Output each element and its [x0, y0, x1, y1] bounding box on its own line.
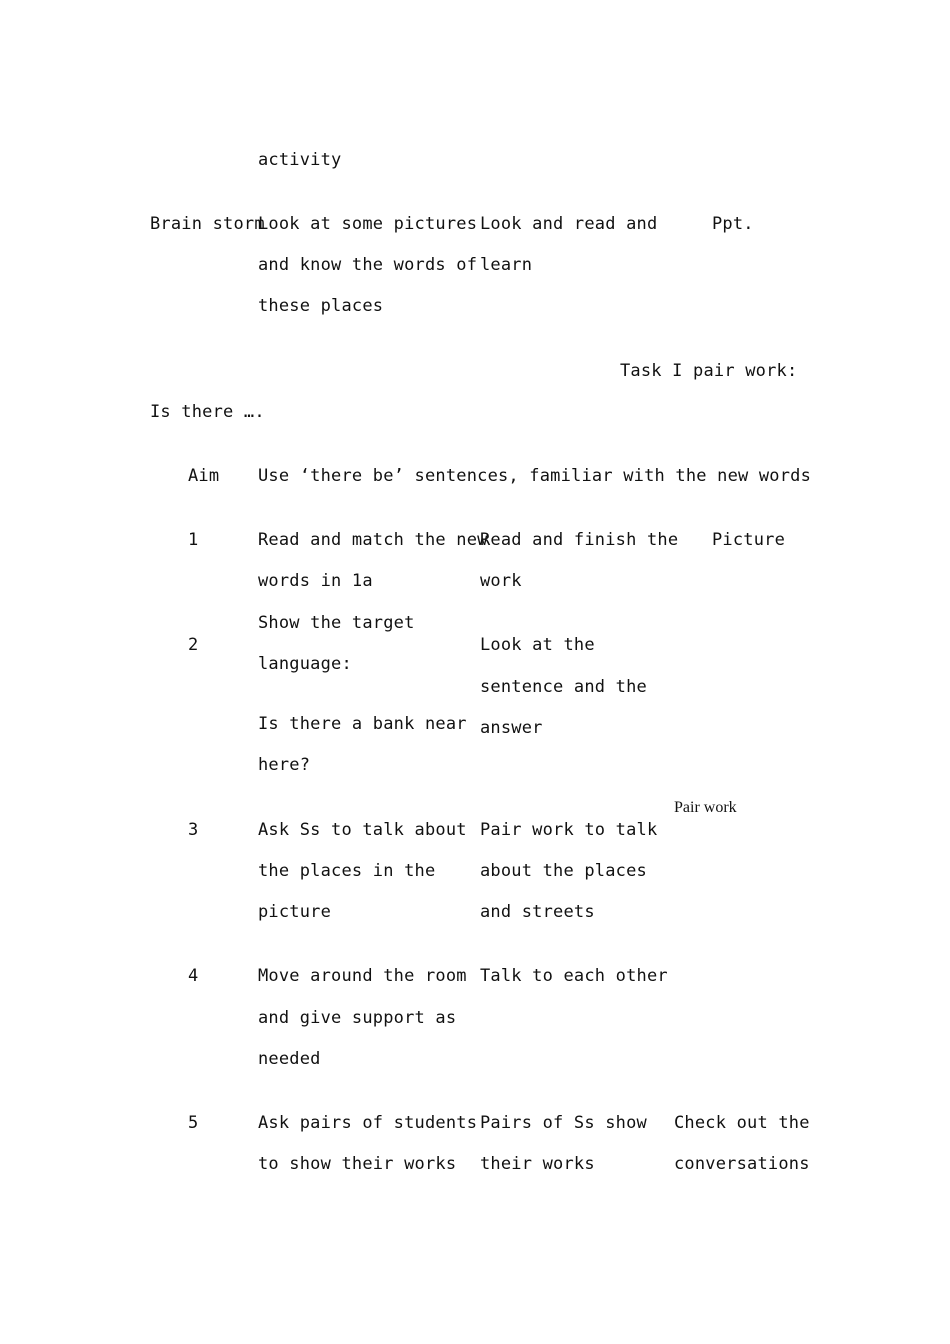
aim-label: Aim	[188, 466, 220, 486]
step-5-teacher-line-1: Ask pairs of students	[258, 1113, 478, 1133]
step-2-teacher-line-3: Is there a bank near	[258, 714, 467, 734]
step-5-aid-line-2: conversations	[674, 1154, 810, 1174]
step-1-student-line-2: work	[480, 571, 522, 591]
brainstorm-teacher-line-2: and know the words of	[258, 255, 478, 275]
step-2-teacher-line-4: here?	[258, 755, 311, 775]
step-5-student-line-1: Pairs of Ss show	[480, 1113, 647, 1133]
step-5-teacher-line-2: to show their works	[258, 1154, 457, 1174]
step-1-student-line-1: Read and finish the	[480, 530, 679, 550]
brainstorm-aid: Ppt.	[712, 214, 754, 234]
step-1-aid: Picture	[712, 530, 786, 550]
brainstorm-student-line-2: learn	[480, 255, 533, 275]
step-2-number: 2	[188, 635, 199, 655]
step-2-teacher-line-1: Show the target	[258, 613, 415, 633]
brainstorm-teacher-line-3: these places	[258, 296, 384, 316]
step-3-student-line-2: about the places	[480, 861, 647, 881]
step-1-teacher-line-1: Read and match the new	[258, 530, 488, 550]
brainstorm-teacher-line-1: Look at some pictures	[258, 214, 478, 234]
task-subtitle: Is there ….	[150, 402, 265, 422]
step-4-number: 4	[188, 966, 199, 986]
step-3-teacher-line-3: picture	[258, 902, 332, 922]
step-3-student-line-3: and streets	[480, 902, 595, 922]
step-2-student-line-2: sentence and the	[480, 677, 647, 697]
step-3-aid: Pair work	[674, 799, 737, 816]
task-title: Task I pair work:	[620, 361, 798, 381]
step-3-teacher-line-1: Ask Ss to talk about	[258, 820, 467, 840]
step-3-student-line-1: Pair work to talk	[480, 820, 658, 840]
step-3-teacher-line-2: the places in the	[258, 861, 436, 881]
step-5-number: 5	[188, 1113, 199, 1133]
step-3-number: 3	[188, 820, 199, 840]
step-4-teacher-line-2: and give support as	[258, 1008, 457, 1028]
brainstorm-student-line-1: Look and read and	[480, 214, 658, 234]
step-2-student-line-3: answer	[480, 718, 543, 738]
stage-brainstorm: Brain storm	[150, 214, 265, 234]
activity-label: activity	[258, 150, 342, 170]
step-5-aid-line-1: Check out the	[674, 1113, 810, 1133]
step-2-teacher-line-2: language:	[258, 654, 352, 674]
step-4-teacher-line-3: needed	[258, 1049, 321, 1069]
step-1-teacher-line-2: words in 1a	[258, 571, 373, 591]
step-1-number: 1	[188, 530, 199, 550]
aim-text: Use ‘there be’ sentences, familiar with the new words	[258, 466, 812, 486]
step-4-teacher-line-1: Move around the room	[258, 966, 467, 986]
step-5-student-line-2: their works	[480, 1154, 595, 1174]
step-2-student-line-1: Look at the	[480, 635, 595, 655]
step-4-student-line-1: Talk to each other	[480, 966, 668, 986]
